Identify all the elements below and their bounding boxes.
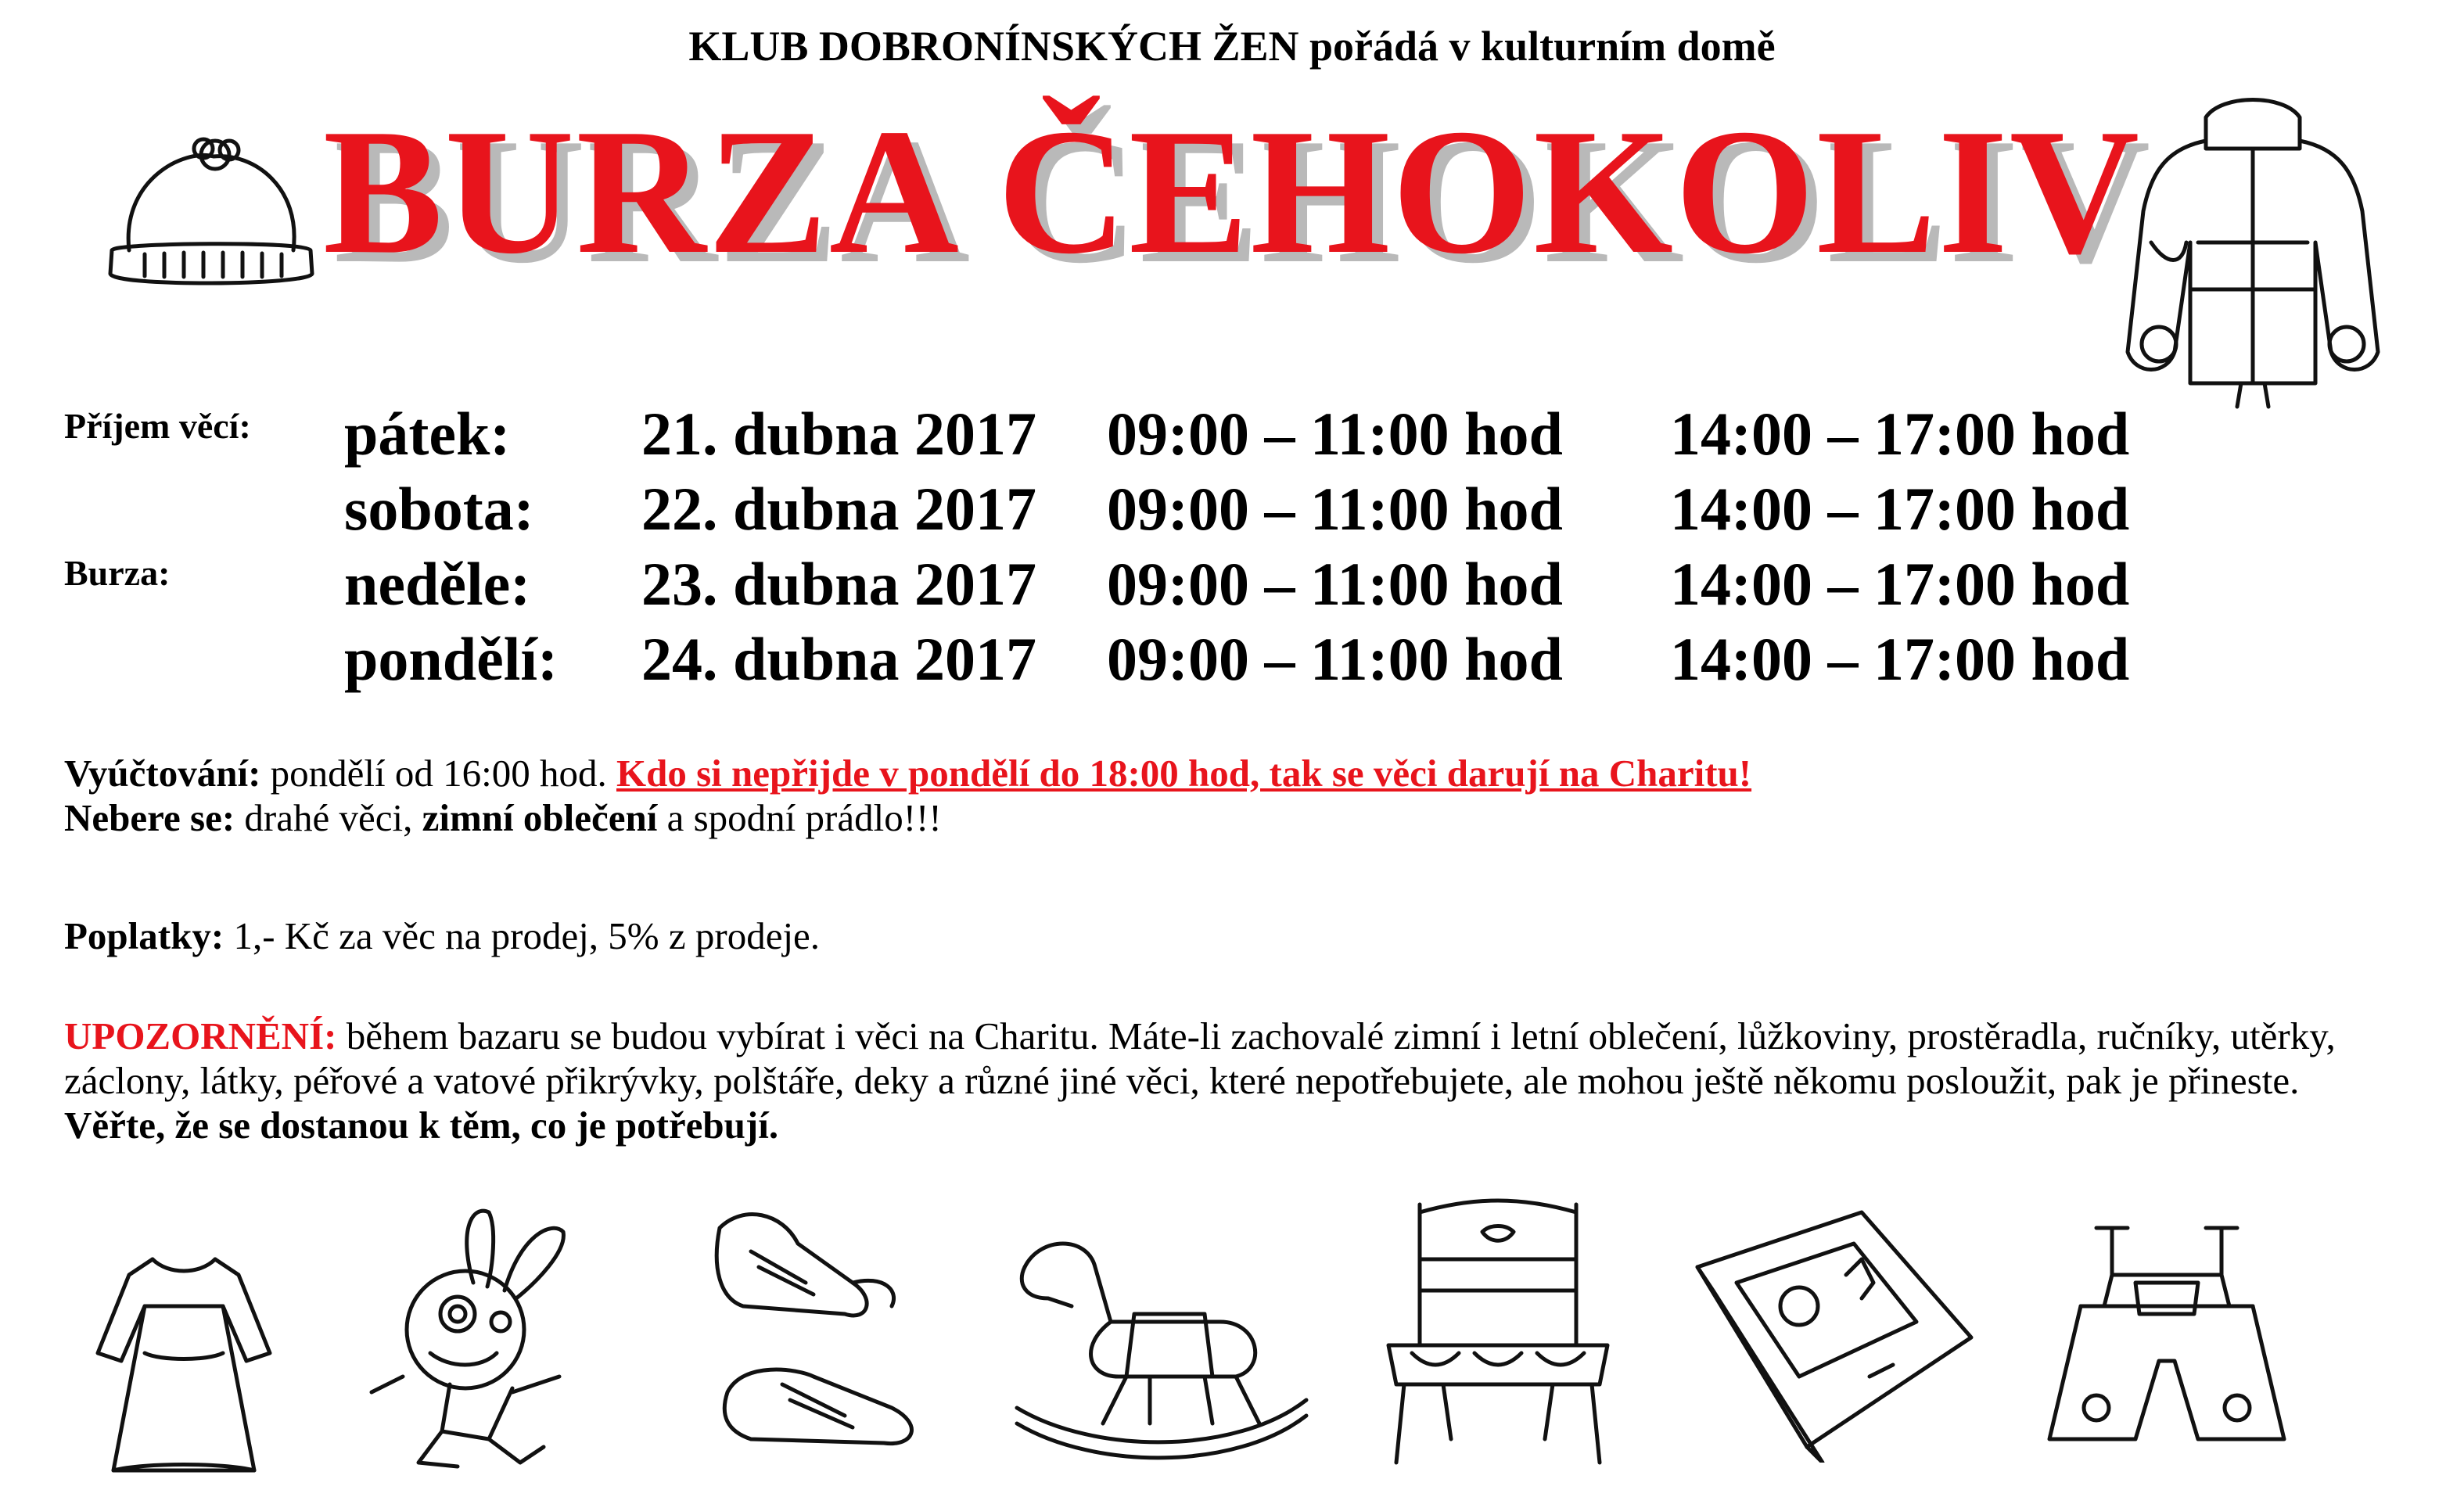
winter-hat-icon xyxy=(98,133,325,297)
excluded-text: drahé věci, xyxy=(235,796,422,839)
fees-label: Poplatky: xyxy=(64,914,224,957)
fees-text: 1,- Kč za věc na prodej, 5% z prodeje. xyxy=(224,914,821,957)
rocking-horse-icon xyxy=(1001,1220,1314,1463)
chair-icon xyxy=(1365,1189,1631,1478)
schedule-time-morning: 09:00 – 11:00 hod xyxy=(1107,625,1563,693)
notice-text: během bazaru se budou vybírat i věci na Charitu. Máte-li zachovalé zimní i letní oblečení, lůžkoviny, prostěradla, ručníky, utěrky, záclony, látky, péřové a vatové přikrývky, polštáře, deky a různé jiné věci, které nepotřebujete, ale mohou ještě někomu posloužit, pak je přineste. xyxy=(64,1014,2336,1102)
schedule-date: 23. dubna 2017 xyxy=(641,550,1037,618)
settlement-warning: Kdo si nepřijde v pondělí do 18:00 hod, tak se věci darují na Charitu! xyxy=(616,752,1752,795)
fees-paragraph xyxy=(64,914,2395,958)
shoes-icon xyxy=(696,1197,946,1470)
schedule-date: 21. dubna 2017 xyxy=(641,400,1037,468)
excluded-text-end: a spodní prádlo!!! xyxy=(657,796,942,839)
notice-highlight: Věřte, že se dostanou k těm, co je potřebují. xyxy=(64,1104,779,1147)
excluded-highlight: zimní oblečení xyxy=(422,796,658,839)
schedule-time-afternoon: 14:00 – 17:00 hod xyxy=(1670,550,2130,618)
settlement-text: pondělí od 16:00 hod. xyxy=(260,752,616,795)
winter-jacket-icon xyxy=(2112,86,2394,415)
schedule-time-afternoon: 14:00 – 17:00 hod xyxy=(1670,475,2130,543)
event-title: BURZA ČEHOKOLIV xyxy=(322,92,2142,291)
dress-icon xyxy=(66,1244,301,1478)
schedule-date: 24. dubna 2017 xyxy=(641,625,1037,693)
picture-book-icon xyxy=(1682,1197,1979,1463)
notice-label: UPOZORNĚNÍ: xyxy=(64,1014,337,1057)
overalls-icon xyxy=(2034,1220,2300,1470)
schedule-time-morning: 09:00 – 11:00 hod xyxy=(1107,475,1563,543)
schedule-time-morning: 09:00 – 11:00 hod xyxy=(1107,400,1563,468)
schedule-day: neděle: xyxy=(344,550,531,618)
notice-paragraph xyxy=(64,1014,2395,1147)
sale-label: Burza: xyxy=(64,553,171,593)
toy-rabbit-icon xyxy=(356,1197,638,1478)
intake-label: Příjem věcí: xyxy=(64,406,251,446)
organizer-subtitle: KLUB DOBRONÍNSKÝCH ŽEN pořádá v kulturním domě xyxy=(688,23,1776,70)
schedule-time-afternoon: 14:00 – 17:00 hod xyxy=(1670,400,2130,468)
schedule-time-morning: 09:00 – 11:00 hod xyxy=(1107,550,1563,618)
schedule-day: pondělí: xyxy=(344,625,559,693)
schedule-time-afternoon: 14:00 – 17:00 hod xyxy=(1670,625,2130,693)
schedule-date: 22. dubna 2017 xyxy=(641,475,1037,543)
excluded-label: Nebere se: xyxy=(64,796,235,839)
schedule-day: sobota: xyxy=(344,475,534,543)
settlement-paragraph xyxy=(64,751,2395,840)
schedule-day: pátek: xyxy=(344,400,511,468)
settlement-label: Vyúčtování: xyxy=(64,752,261,795)
